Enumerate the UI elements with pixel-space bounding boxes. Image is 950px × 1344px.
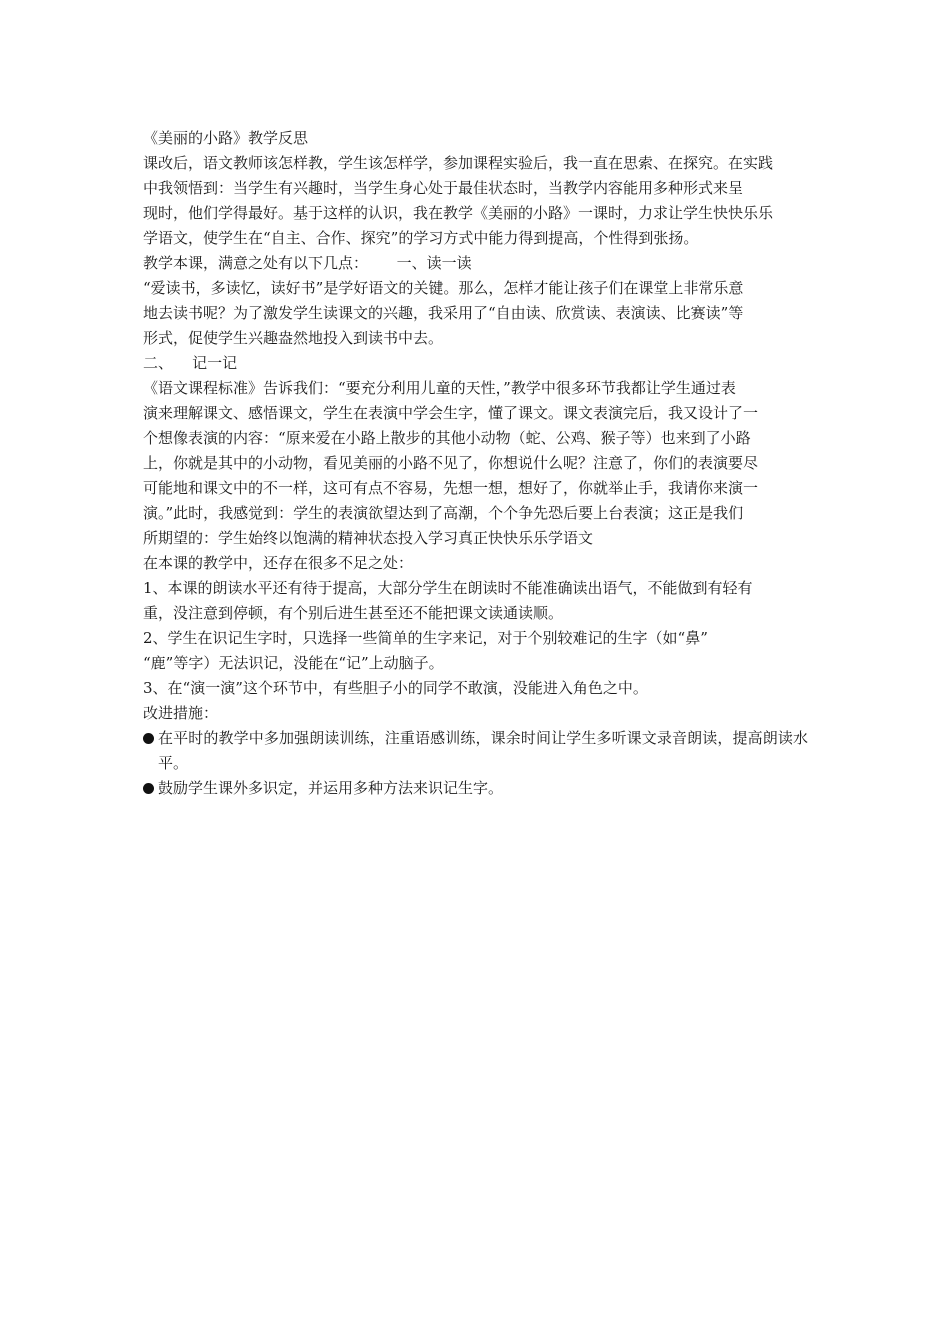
shortcoming-line: 3、在“演一演”这个环节中，有些胆子小的同学不敢演，没能进入角色之中。 xyxy=(143,679,648,697)
memory-line: 所期望的：学生始终以饱满的精神状态投入学习真正快快乐乐学语文 xyxy=(143,529,594,547)
intro-line: 现时，他们学得最好。基于这样的认识，我在教学《美丽的小路》一课时，力求让学生快快乐乐 xyxy=(143,204,774,222)
memory-line: 《语文课程标准》告诉我们：“要充分利用儿童的天性，”教学中很多环节我都让学生通过表 xyxy=(143,379,736,397)
reading-line: “爱读书，多读忆，读好书”是学好语文的关键。那么，怎样才能让孩子们在课堂上非常乐意 xyxy=(143,279,744,297)
memory-line: 演。”此时，我感觉到：学生的表演欲望达到了高潮，个个争先恐后要上台表演；这正是我们 xyxy=(143,504,744,522)
shortcoming-line: “鹿”等字）无法识记，没能在“记”上动脑子。 xyxy=(143,654,444,672)
intro-line: 课改后，语文教师该怎样教，学生该怎样学，参加课程实验后，我一直在思索、在探究。在实践 xyxy=(143,154,774,172)
section-two-heading: 二、 记一记 xyxy=(143,354,238,372)
intro-line: 中我领悟到：当学生有兴趣时，当学生身心处于最佳状态时，当教学内容能用多种形式来呈 xyxy=(143,179,744,197)
shortcomings-intro: 在本课的教学中，还存在很多不足之处： xyxy=(143,554,414,572)
memory-line: 可能地和课文中的不一样，这可有点不容易，先想一想，想好了，你就举止手，我请你来演一 xyxy=(143,479,759,497)
shortcoming-line: 1、本课的朗读水平还有待于提高，大部分学生在朗读时不能准确读出语气，不能做到有轻有 xyxy=(143,579,753,597)
memory-line: 个想像表演的内容：“原来爱在小路上散步的其他小动物（蛇、公鸡、猴子等）也来到了小路 xyxy=(143,429,751,447)
memory-line: 演来理解课文、感悟课文，学生在表演中学会生字，懂了课文。课文表演完后，我又设计了一 xyxy=(143,404,759,422)
shortcoming-line: 重，没注意到停顿，有个别后进生甚至还不能把课文读通读顺。 xyxy=(143,604,564,622)
improvement-text: 鼓励学生课外多识定，并运用多种方法来识记生字。 xyxy=(158,779,504,797)
intro-line: 学语文，使学生在“自主、合作、探究”的学习方式中能力得到提高，个性得到张扬。 xyxy=(143,229,699,247)
improvement-heading: 改进措施： xyxy=(143,704,219,722)
shortcoming-line: 2、学生在识记生字时，只选择一些简单的生字来记，对于个别较难记的生字（如“鼻” xyxy=(143,629,708,647)
document-page xyxy=(143,126,808,801)
memory-line: 上，你就是其中的小动物，看见美丽的小路不见了，你想说什么呢？注意了，你们的表演要尽 xyxy=(143,454,759,472)
document-title: 《美丽的小路》教学反思 xyxy=(143,129,309,147)
improvement-text: 在平时的教学中多加强朗读训练，注重语感训练，课余时间让学生多听课文录音朗读，提高朗读水平。 xyxy=(158,729,808,772)
improvement-item xyxy=(143,726,808,776)
reading-line: 形式，促使学生兴趣盎然地投入到读书中去。 xyxy=(143,329,444,347)
filled-circle-icon xyxy=(143,733,154,744)
satisfied-points-line: 教学本课，满意之处有以下几点： 一、读一读 xyxy=(143,254,472,272)
improvement-item xyxy=(143,776,808,801)
filled-circle-icon xyxy=(143,783,154,794)
reading-line: 地去读书呢？为了激发学生读课文的兴趣，我采用了“自由读、欣赏读、表演读、比赛读”等 xyxy=(143,304,744,322)
